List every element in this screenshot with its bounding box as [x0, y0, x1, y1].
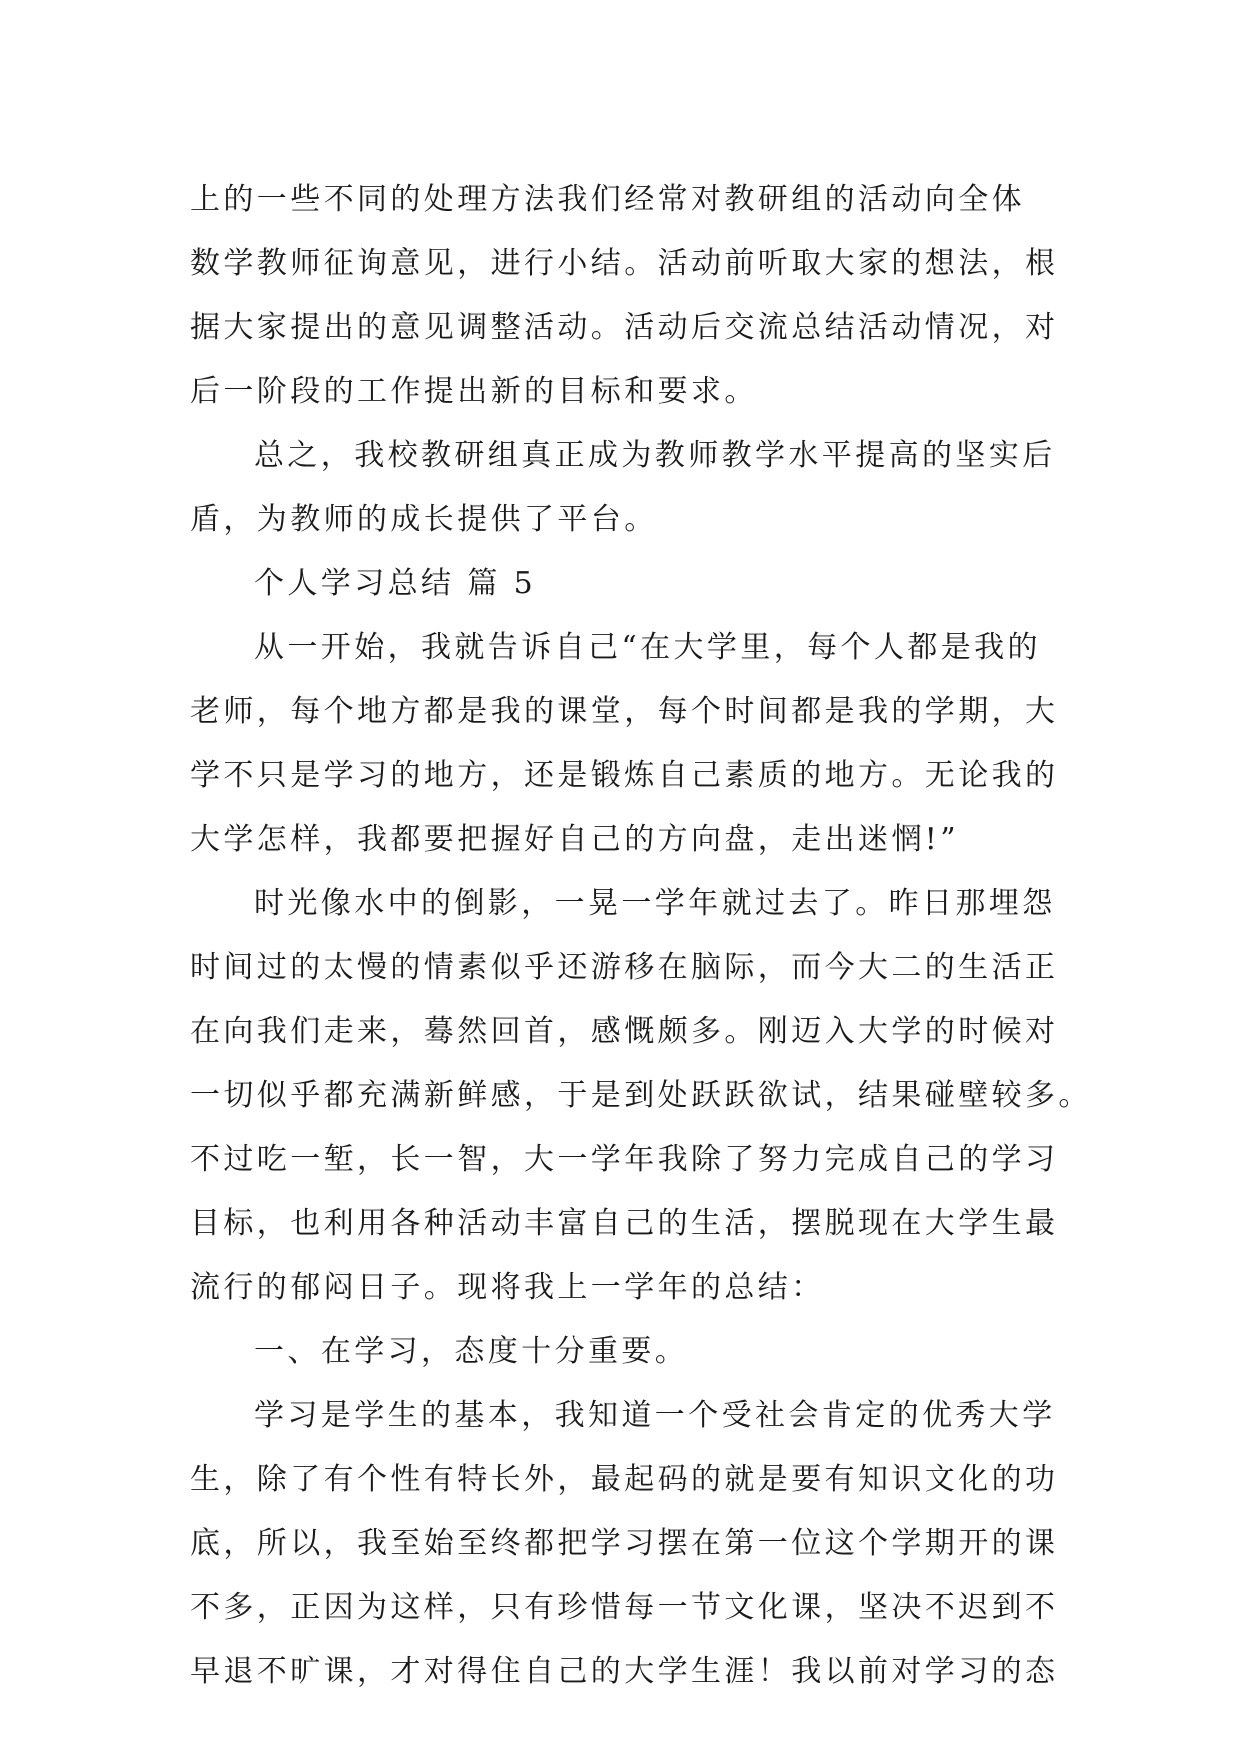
text-line: 在向我们走来，蓦然回首，感慨颇多。刚迈入大学的时候对	[190, 1014, 1059, 1049]
text-line: 老师，每个地方都是我的课堂，每个时间都是我的学期，大	[190, 694, 1059, 729]
text-line: 一切似乎都充满新鲜感，于是到处跃跃欲试，结果碰壁较多。	[190, 1078, 1092, 1113]
document-page	[190, 168, 1092, 1704]
text-line: 时间过的太慢的情素似乎还游移在脑际，而今大二的生活正	[190, 950, 1059, 985]
paragraph-first-line: 个人学习总结 篇 5	[254, 566, 537, 601]
paragraph-first-line: 一、在学习，态度十分重要。	[254, 1334, 689, 1369]
text-line: 流行的郁闷日子。现将我上一学年的总结：	[190, 1270, 825, 1305]
text-line: 不多，正因为这样，只有珍惜每一节文化课，坚决不迟到不	[190, 1590, 1059, 1625]
text-line: 数学教师征询意见，进行小结。活动前听取大家的想法，根	[190, 246, 1059, 281]
text-line: 早退不旷课，才对得住自己的大学生涯！我以前对学习的态	[190, 1654, 1059, 1689]
paragraph-first-line: 学习是学生的基本，我知道一个受社会肯定的优秀大学	[254, 1398, 1056, 1433]
text-line: 大学怎样，我都要把握好自己的方向盘，走出迷惘!”	[190, 822, 959, 857]
text-line: 生，除了有个性有特长外，最起码的就是要有知识文化的功	[190, 1462, 1059, 1497]
paragraph-first-line: 总之，我校教研组真正成为教师教学水平提高的坚实后	[254, 438, 1056, 473]
text-line: 不过吃一堑，长一智，大一学年我除了努力完成自己的学习	[190, 1142, 1059, 1177]
text-line: 底，所以，我至始至终都把学习摆在第一位这个学期开的课	[190, 1526, 1059, 1561]
text-line: 盾，为教师的成长提供了平台。	[190, 502, 658, 537]
text-line: 目标，也利用各种活动丰富自己的生活，摆脱现在大学生最	[190, 1206, 1059, 1241]
text-line: 上的一些不同的处理方法我们经常对教研组的活动向全体	[190, 182, 1025, 217]
text-line: 学不只是学习的地方，还是锻炼自己素质的地方。无论我的	[190, 758, 1059, 793]
text-line: 据大家提出的意见调整活动。活动后交流总结活动情况，对	[190, 310, 1059, 345]
text-line: 后一阶段的工作提出新的目标和要求。	[190, 374, 758, 409]
paragraph-first-line: 从一开始，我就告诉自己“在大学里，每个人都是我的	[254, 630, 1041, 665]
paragraph-first-line: 时光像水中的倒影，一晃一学年就过去了。昨日那埋怨	[254, 886, 1056, 921]
